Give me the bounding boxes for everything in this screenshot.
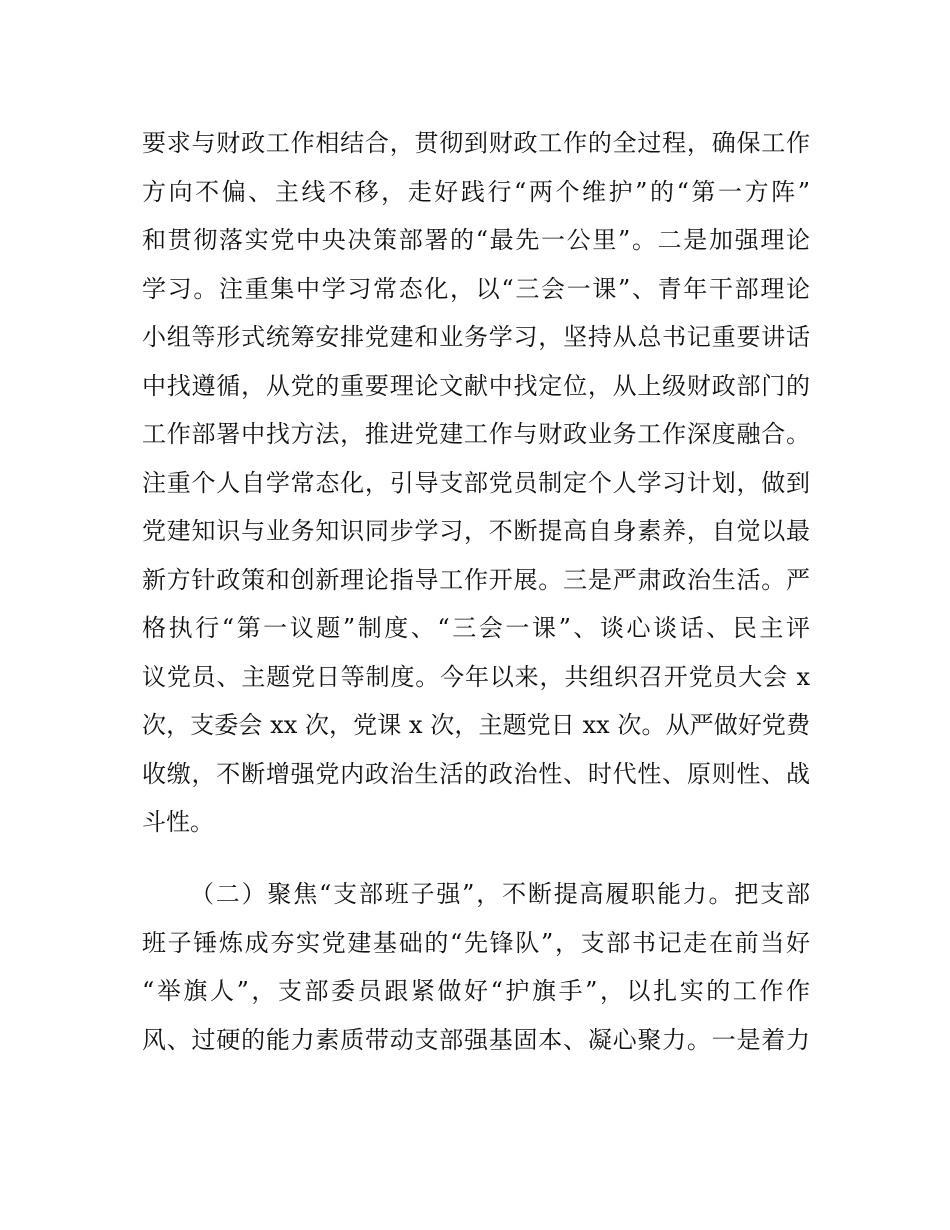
- section-heading-line: （二）聚焦“支部班子强”，不断提高履职能力。把支部: [190, 880, 810, 908]
- text-line: 小组等形式统筹安排党建和业务学习，坚持从总书记重要讲话: [142, 323, 810, 351]
- text-line: 中找遵循，从党的重要理论文献中找定位，从上级财政部门的: [142, 371, 810, 400]
- text-line: 斗性。: [142, 808, 214, 836]
- text-line: 党建知识与业务知识同步学习，不断提高自身素养，自觉以最: [142, 517, 810, 545]
- text-line: 班子锤炼成夯实党建基础的“先锋队”，支部书记走在前当好: [142, 928, 810, 957]
- text-line: 议党员、主题党日等制度。今年以来，共组织召开党员大会 x: [142, 662, 810, 691]
- text-line: 要求与财政工作相结合，贯彻到财政工作的全过程，确保工作: [142, 129, 810, 157]
- text-line: 新方针政策和创新理论指导工作开展。三是严肃政治生活。严: [142, 565, 810, 594]
- text-line: 和贯彻落实党中央决策部署的“最先一公里”。二是加强理论: [142, 226, 810, 254]
- text-line: 次，支委会 xx 次，党课 x 次，主题党日 xx 次。从严做好党费: [142, 711, 810, 739]
- text-line: 学习。注重集中学习常态化，以“三会一课”、青年干部理论: [142, 274, 810, 303]
- text-line: 收缴，不断增强党内政治生活的政治性、时代性、原则性、战: [142, 759, 810, 788]
- text-line: 方向不偏、主线不移，走好践行“两个维护”的“第一方阵”: [142, 177, 810, 206]
- text-line: 风、过硬的能力素质带动支部强基固本、凝心聚力。一是着力: [142, 1025, 810, 1054]
- text-line: 注重个人自学常态化，引导支部党员制定个人学习计划，做到: [142, 468, 810, 497]
- text-line: 工作部署中找方法，推进党建工作与财政业务工作深度融合。: [142, 420, 810, 448]
- text-line: 格执行“第一议题”制度、“三会一课”、谈心谈话、民主评: [142, 614, 810, 642]
- paragraph-2: [142, 870, 810, 1064]
- paragraph-1: [142, 119, 810, 847]
- text-line: “举旗人”，支部委员跟紧做好“护旗手”，以扎实的工作作: [142, 977, 810, 1005]
